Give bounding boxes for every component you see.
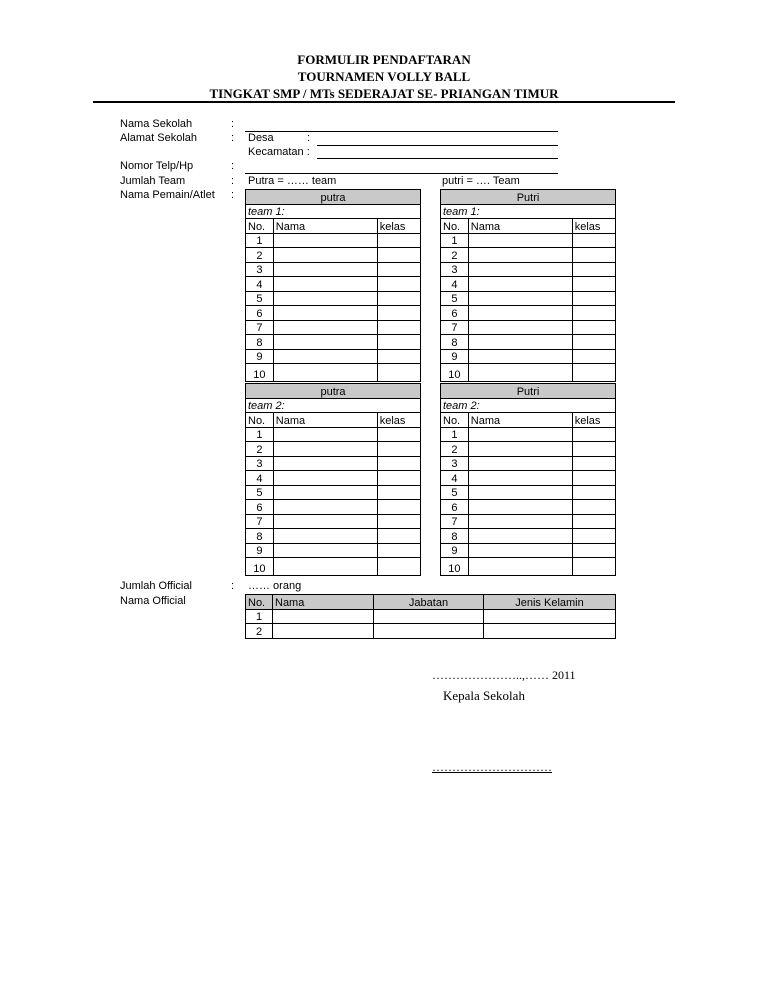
player-kelas-cell[interactable] [377, 349, 420, 364]
row-number: 7 [441, 320, 469, 335]
official-jabatan-cell[interactable] [374, 609, 484, 624]
table-row [441, 364, 616, 382]
team-label: team 1: [441, 204, 616, 219]
player-kelas-cell[interactable] [377, 291, 420, 306]
player-kelas-cell[interactable] [572, 442, 615, 457]
player-name-cell[interactable] [468, 442, 572, 457]
row-number: 10 [441, 558, 469, 576]
jumlah-team-label: Jumlah Team [120, 175, 186, 187]
table-row [246, 442, 421, 457]
player-name-cell[interactable] [273, 364, 377, 382]
colon: : [231, 189, 235, 201]
official-nama-cell[interactable] [273, 609, 374, 624]
row-number: 2 [441, 248, 469, 263]
table-row [246, 262, 421, 277]
player-kelas-cell[interactable] [572, 558, 615, 576]
row-number: 9 [441, 349, 469, 364]
roster-table-putra1 [245, 189, 421, 382]
desa-label: Desa [248, 132, 274, 144]
player-kelas-cell[interactable] [377, 277, 420, 292]
table-row [441, 485, 616, 500]
player-kelas-cell[interactable] [572, 306, 615, 321]
player-name-cell[interactable] [468, 456, 572, 471]
player-name-cell[interactable] [468, 233, 572, 248]
team-label: team 1: [246, 204, 421, 219]
player-name-cell[interactable] [468, 471, 572, 486]
row-number: 7 [246, 514, 274, 529]
table-row [246, 320, 421, 335]
player-kelas-cell[interactable] [572, 471, 615, 486]
colon: : [231, 580, 235, 592]
row-number: 9 [441, 543, 469, 558]
player-name-cell[interactable] [468, 514, 572, 529]
row-number: 9 [246, 349, 274, 364]
player-kelas-cell[interactable] [572, 248, 615, 263]
table-row [441, 427, 616, 442]
table-row [441, 500, 616, 515]
table-row [441, 543, 616, 558]
nomor-telp-label: Nomor Telp/Hp [120, 160, 194, 172]
player-kelas-cell[interactable] [572, 364, 615, 382]
player-name-cell[interactable] [273, 442, 377, 457]
player-name-cell[interactable] [273, 427, 377, 442]
official-jenis-cell[interactable] [484, 609, 616, 624]
row-number: 6 [246, 306, 274, 321]
row-number: 2 [441, 442, 469, 457]
player-name-cell[interactable] [468, 248, 572, 263]
col-nama: Nama [468, 219, 572, 234]
player-kelas-cell[interactable] [377, 233, 420, 248]
player-name-cell[interactable] [468, 277, 572, 292]
signature-date: …………………..,…… 2011 [432, 668, 576, 682]
header-rule [93, 101, 675, 103]
table-row [441, 320, 616, 335]
roster-table-putra2 [245, 383, 421, 576]
player-name-cell[interactable] [273, 558, 377, 576]
form-title: FORMULIR PENDAFTARAN [297, 52, 471, 67]
player-kelas-cell[interactable] [377, 248, 420, 263]
row-number: 8 [441, 529, 469, 544]
col-kelas: kelas [377, 219, 420, 234]
official-col-jenis: Jenis Kelamin [484, 595, 616, 610]
row-number: 6 [246, 500, 274, 515]
table-row [246, 609, 616, 624]
row-number: 4 [246, 277, 274, 292]
player-name-cell[interactable] [273, 485, 377, 500]
form-subtitle-level: TINGKAT SMP / MTs SEDERAJAT SE- PRIANGAN TIMUR [209, 86, 559, 101]
row-number: 1 [246, 609, 273, 624]
row-number: 10 [246, 558, 274, 576]
player-kelas-cell[interactable] [572, 335, 615, 350]
table-row [441, 248, 616, 263]
col-nama: Nama [468, 413, 572, 428]
table-row [246, 349, 421, 364]
player-kelas-cell[interactable] [377, 427, 420, 442]
row-number: 7 [246, 320, 274, 335]
player-kelas-cell[interactable] [377, 306, 420, 321]
table-row [441, 262, 616, 277]
player-kelas-cell[interactable] [377, 558, 420, 576]
player-name-cell[interactable] [468, 543, 572, 558]
table-row [246, 558, 421, 576]
row-number: 9 [246, 543, 274, 558]
desa-line[interactable] [317, 145, 558, 146]
player-name-cell[interactable] [273, 456, 377, 471]
col-kelas: kelas [572, 219, 615, 234]
nama-sekolah-label: Nama Sekolah [120, 118, 193, 130]
player-name-cell[interactable] [273, 335, 377, 350]
player-kelas-cell[interactable] [377, 529, 420, 544]
player-kelas-cell[interactable] [377, 514, 420, 529]
player-kelas-cell[interactable] [572, 320, 615, 335]
table-row [246, 543, 421, 558]
player-kelas-cell[interactable] [377, 442, 420, 457]
player-kelas-cell[interactable] [377, 485, 420, 500]
roster-table-putri1 [440, 189, 616, 382]
player-kelas-cell[interactable] [377, 456, 420, 471]
player-name-cell[interactable] [273, 291, 377, 306]
table-row [441, 529, 616, 544]
row-number: 2 [246, 248, 274, 263]
row-number: 10 [441, 364, 469, 382]
team-label: team 2: [441, 398, 616, 413]
player-kelas-cell[interactable] [572, 485, 615, 500]
player-kelas-cell[interactable] [572, 277, 615, 292]
row-number: 3 [246, 262, 274, 277]
nama-pemain-label: Nama Pemain/Atlet [120, 189, 215, 201]
player-kelas-cell[interactable] [572, 349, 615, 364]
row-number: 5 [246, 485, 274, 500]
row-number: 1 [246, 427, 274, 442]
roster-heading: putra [246, 384, 421, 399]
signature-name-line[interactable]: ………………………… [432, 760, 552, 774]
table-row [441, 442, 616, 457]
table-row [441, 456, 616, 471]
row-number: 8 [246, 529, 274, 544]
official-col-nama: Nama [273, 595, 374, 610]
player-kelas-cell[interactable] [572, 456, 615, 471]
col-nama: Nama [273, 219, 377, 234]
table-row [246, 291, 421, 306]
player-kelas-cell[interactable] [572, 262, 615, 277]
official-jabatan-cell[interactable] [374, 624, 484, 639]
roster-heading: putra [246, 190, 421, 205]
official-col-jabatan: Jabatan [374, 595, 484, 610]
table-row [441, 277, 616, 292]
nama-sekolah-line[interactable] [245, 131, 558, 132]
roster-table-putri2 [440, 383, 616, 576]
player-kelas-cell[interactable] [572, 529, 615, 544]
kecamatan-label: Kecamatan : [248, 146, 310, 158]
table-row [441, 471, 616, 486]
table-row [246, 471, 421, 486]
player-name-cell[interactable] [273, 514, 377, 529]
nama-official-label: Nama Official [120, 595, 186, 607]
row-number: 2 [246, 624, 273, 639]
row-number: 4 [441, 471, 469, 486]
player-kelas-cell[interactable] [377, 543, 420, 558]
table-row [246, 233, 421, 248]
colon: : [231, 132, 235, 144]
kecamatan-line[interactable] [317, 158, 558, 159]
table-row [246, 248, 421, 263]
player-kelas-cell[interactable] [572, 291, 615, 306]
player-kelas-cell[interactable] [572, 500, 615, 515]
colon: : [231, 175, 235, 187]
player-kelas-cell[interactable] [572, 514, 615, 529]
player-name-cell[interactable] [468, 306, 572, 321]
putri-team-count: putri = …. Team [442, 175, 520, 187]
row-number: 7 [441, 514, 469, 529]
player-kelas-cell[interactable] [377, 320, 420, 335]
table-row [441, 514, 616, 529]
roster-heading: Putri [441, 384, 616, 399]
table-row [246, 514, 421, 529]
putra-team-count: Putra = …… team [248, 175, 337, 187]
player-kelas-cell[interactable] [377, 335, 420, 350]
player-name-cell[interactable] [273, 349, 377, 364]
player-name-cell[interactable] [468, 558, 572, 576]
col-no: No. [441, 413, 469, 428]
player-kelas-cell[interactable] [377, 471, 420, 486]
team-label: team 2: [246, 398, 421, 413]
colon: : [231, 160, 235, 172]
table-row [246, 364, 421, 382]
table-row [246, 485, 421, 500]
player-name-cell[interactable] [468, 349, 572, 364]
table-row [246, 500, 421, 515]
jumlah-official-label: Jumlah Official [120, 580, 192, 592]
player-name-cell[interactable] [273, 262, 377, 277]
roster-heading: Putri [441, 190, 616, 205]
player-name-cell[interactable] [273, 306, 377, 321]
player-name-cell[interactable] [468, 364, 572, 382]
player-kelas-cell[interactable] [572, 233, 615, 248]
signature-role: Kepala Sekolah [443, 688, 525, 703]
player-kelas-cell[interactable] [377, 364, 420, 382]
player-name-cell[interactable] [468, 320, 572, 335]
player-name-cell[interactable] [468, 529, 572, 544]
player-name-cell[interactable] [273, 233, 377, 248]
table-row [246, 277, 421, 292]
official-jenis-cell[interactable] [484, 624, 616, 639]
player-kelas-cell[interactable] [572, 543, 615, 558]
table-row [246, 456, 421, 471]
row-number: 1 [441, 427, 469, 442]
player-name-cell[interactable] [273, 529, 377, 544]
player-kelas-cell[interactable] [572, 427, 615, 442]
col-no: No. [441, 219, 469, 234]
row-number: 5 [441, 291, 469, 306]
nomor-telp-line[interactable] [245, 173, 558, 174]
row-number: 1 [441, 233, 469, 248]
col-no: No. [246, 413, 274, 428]
table-row [246, 529, 421, 544]
row-number: 5 [441, 485, 469, 500]
player-name-cell[interactable] [273, 248, 377, 263]
form-subtitle: TOURNAMEN VOLLY BALL [297, 69, 471, 84]
table-row [441, 558, 616, 576]
table-row [441, 349, 616, 364]
player-name-cell[interactable] [468, 262, 572, 277]
player-name-cell[interactable] [468, 335, 572, 350]
row-number: 6 [441, 500, 469, 515]
alamat-sekolah-label: Alamat Sekolah [120, 132, 198, 144]
row-number: 8 [441, 335, 469, 350]
official-table [245, 594, 616, 639]
col-no: No. [246, 219, 274, 234]
row-number: 3 [441, 262, 469, 277]
row-number: 4 [441, 277, 469, 292]
player-name-cell[interactable] [468, 485, 572, 500]
player-name-cell[interactable] [273, 500, 377, 515]
row-number: 2 [246, 442, 274, 457]
official-nama-cell[interactable] [273, 624, 374, 639]
official-col-no: No. [246, 595, 273, 610]
row-number: 3 [441, 456, 469, 471]
table-row [441, 306, 616, 321]
table-row [246, 306, 421, 321]
player-name-cell[interactable] [273, 320, 377, 335]
player-kelas-cell[interactable] [377, 500, 420, 515]
table-row [441, 335, 616, 350]
player-name-cell[interactable] [468, 427, 572, 442]
player-name-cell[interactable] [468, 291, 572, 306]
row-number: 3 [246, 456, 274, 471]
table-row [246, 624, 616, 639]
colon: : [307, 132, 311, 144]
row-number: 6 [441, 306, 469, 321]
row-number: 5 [246, 291, 274, 306]
table-row [441, 291, 616, 306]
row-number: 10 [246, 364, 274, 382]
player-kelas-cell[interactable] [377, 262, 420, 277]
player-name-cell[interactable] [273, 543, 377, 558]
table-row [246, 427, 421, 442]
table-row [246, 335, 421, 350]
table-row [441, 233, 616, 248]
player-name-cell[interactable] [468, 500, 572, 515]
row-number: 8 [246, 335, 274, 350]
col-kelas: kelas [572, 413, 615, 428]
player-name-cell[interactable] [273, 277, 377, 292]
col-nama: Nama [273, 413, 377, 428]
col-kelas: kelas [377, 413, 420, 428]
row-number: 1 [246, 233, 274, 248]
player-name-cell[interactable] [273, 471, 377, 486]
colon: : [231, 118, 235, 130]
official-count: …… orang [248, 580, 302, 592]
row-number: 4 [246, 471, 274, 486]
